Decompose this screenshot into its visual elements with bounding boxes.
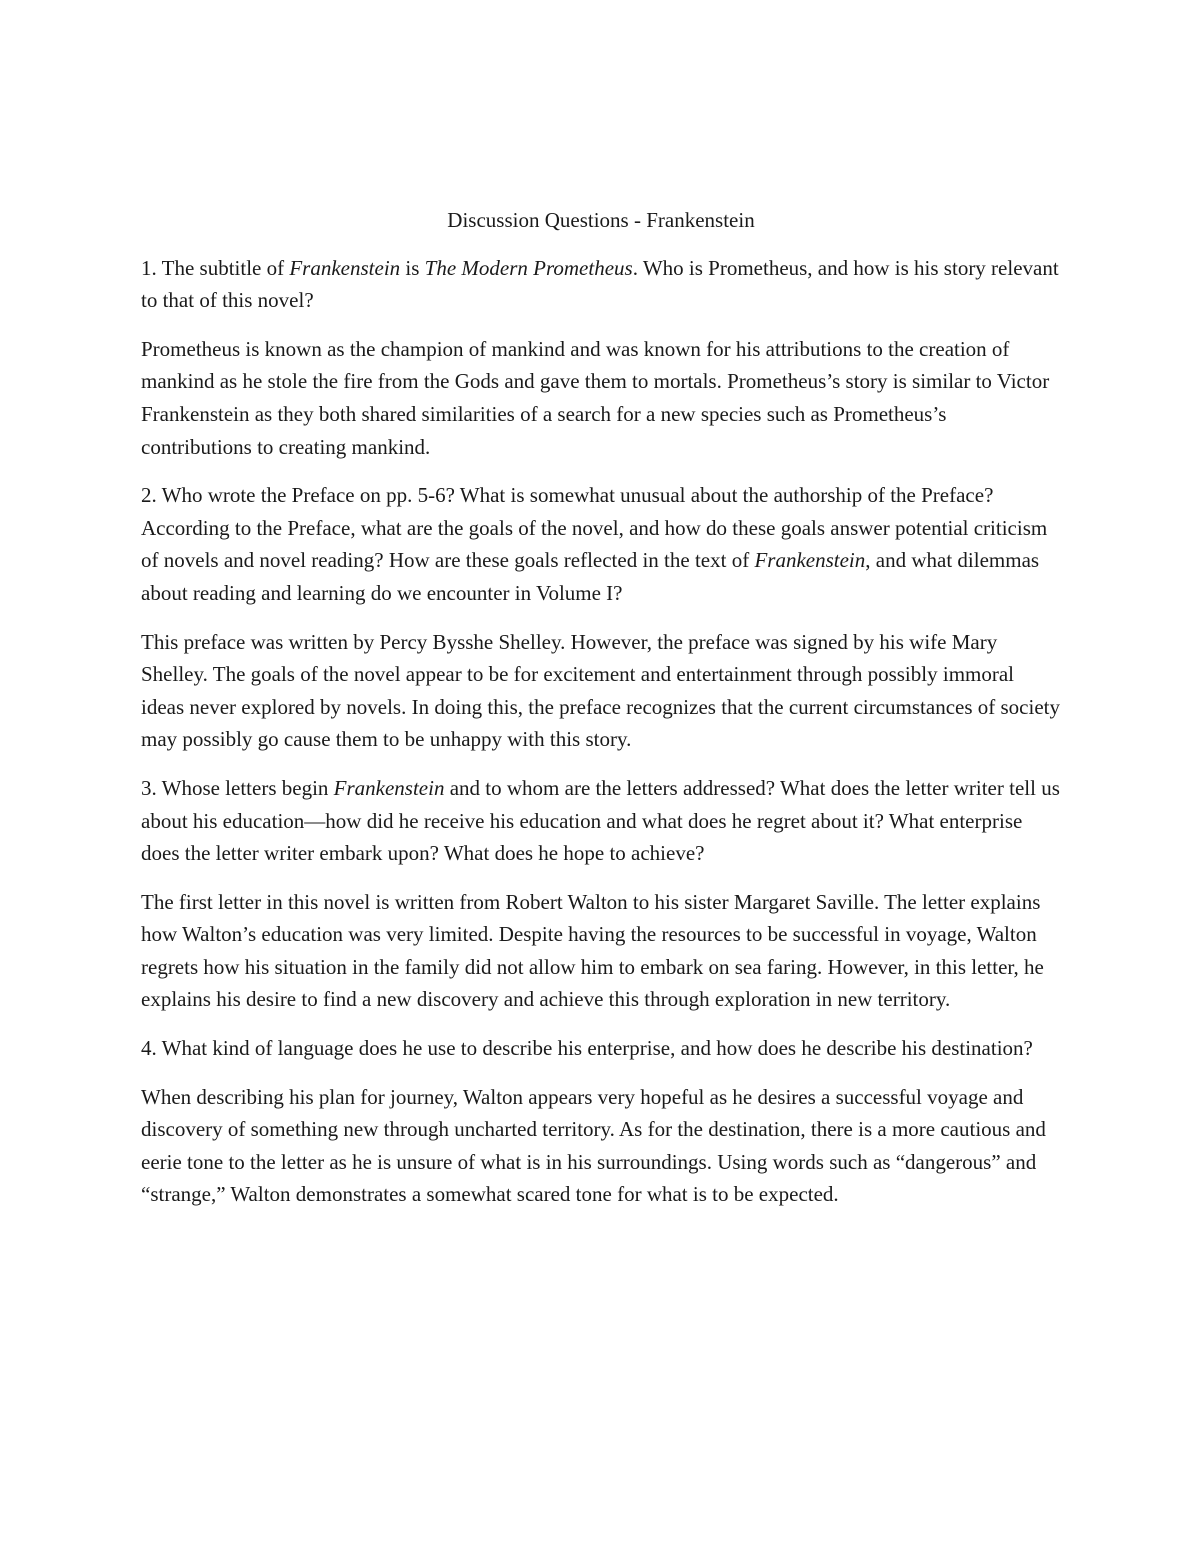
question-2-suffix: , and what dilemmas about reading and learning do we encounter in Volume I?	[141, 548, 1040, 605]
question-1-italic-title: Frankenstein	[289, 255, 401, 280]
question-1-mid: is	[400, 255, 425, 280]
question-1-prefix: 1. The subtitle of	[141, 255, 290, 280]
document-title: Discussion Questions - Frankenstein	[447, 208, 755, 232]
answer-4: When describing his plan for journey, Walton appears very hopeful as he desires a successful voyage and discovery of something new through uncharted territory. As for the destination, there is a more cautious and eerie tone to the letter as he is unsure of what is in his surroundings. Using words such as “dangerous” and “strange,” Walton demonstrates a somewhat scared tone for what is to be expected.	[141, 1084, 1046, 1207]
question-2	[141, 479, 1061, 609]
question-1-italic-subtitle: The Modern Prometheus	[424, 255, 633, 280]
question-4: 4. What kind of language does he use to describe his enterprise, and how does he describe his destination?	[141, 1036, 1033, 1061]
question-3-suffix: and to whom are the letters addressed? What does the letter writer tell us about his education—how did he receive his education and what does he regret about it? What enterprise does the letter writer embark upon? What does he hope to achieve?	[141, 775, 1060, 866]
answer-3: The first letter in this novel is written from Robert Walton to his sister Margaret Saville. The letter explains how Walton’s education was very limited. Despite having the resources to be successful in voyage, Walton regrets how his situation in the family did not allow him to embark on sea faring. However, in this letter, he explains his desire to find a new discovery and achieve this through exploration in new territory.	[141, 889, 1044, 1012]
question-1-suffix: . Who is Prometheus, and how is his story relevant to that of this novel?	[141, 255, 1059, 313]
question-3-italic-title: Frankenstein	[333, 775, 445, 800]
question-2-italic-title: Frankenstein	[754, 548, 866, 573]
question-3	[141, 772, 1061, 870]
answer-2: This preface was written by Percy Bysshe Shelley. However, the preface was signed by his wife Mary Shelley. The goals of the novel appear to be for excitement and entertainment through possibly immoral ideas never explored by novels. In doing this, the preface recognizes that the current circumstances of society may possibly go cause them to be unhappy with this story.	[141, 629, 1060, 752]
question-1	[141, 252, 1061, 317]
document-page	[141, 204, 1061, 1227]
question-2-prefix: 2. Who wrote the Preface on pp. 5-6? What is somewhat unusual about the authorship of the Preface? According to the Preface, what are the goals of the novel, and how do these goals answer potential criticism of novels and novel reading? How are these goals reflected in the text of	[141, 483, 1048, 573]
answer-1: Prometheus is known as the champion of mankind and was known for his attributions to the creation of mankind as he stole the fire from the Gods and gave them to mortals. Prometheus’s story is similar to Victor Frankenstein as they both shared similarities of a search for a new species such as Prometheus’s contributions to creating mankind.	[141, 336, 1050, 459]
question-3-prefix: 3. Whose letters begin	[141, 775, 334, 800]
